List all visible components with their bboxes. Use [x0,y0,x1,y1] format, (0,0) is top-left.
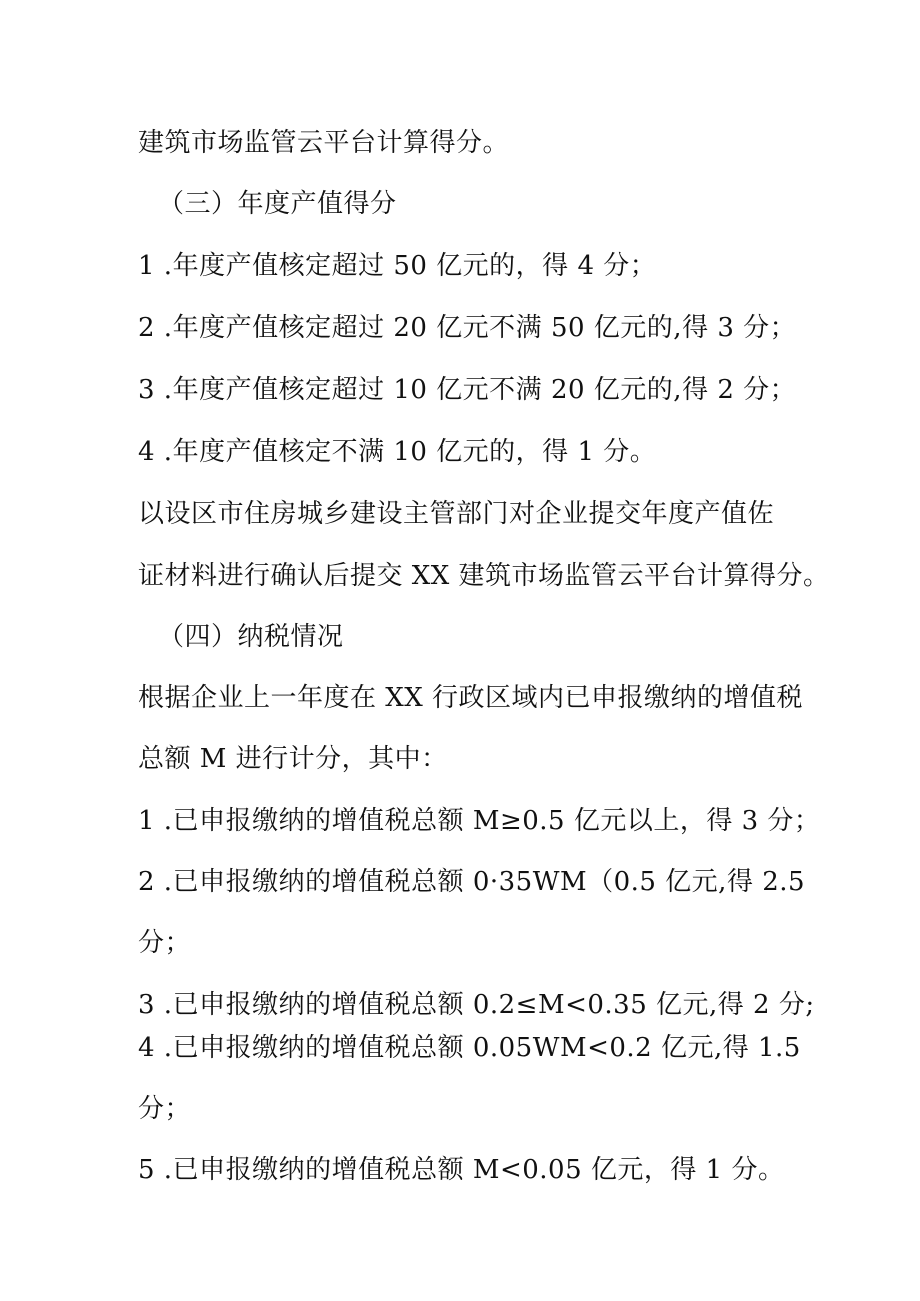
list-item: 4 .已申报缴纳的增值税总额 0.05WM<0.2 亿元,得 1.5 [138,1033,801,1063]
paragraph-line: 建筑市场监管云平台计算得分。 [138,128,510,158]
list-item: 3 .已申报缴纳的增值税总额 0.2≤M<0.35 亿元,得 2 分; [138,990,815,1020]
list-item: 1 .已申报缴纳的增值税总额 M≥0.5 亿元以上，得 3 分； [138,806,821,836]
list-item-continuation: 分； [138,928,192,958]
paragraph-line: 证材料进行确认后提交 XX 建筑市场监管云平台计算得分。 [138,561,830,591]
paragraph-line: 以设区市住房城乡建设主管部门对企业提交年度产值佐 [138,499,775,529]
list-item: 5 .已申报缴纳的增值税总额 M<0.05 亿元，得 1 分。 [138,1155,785,1185]
paragraph-line: 总额 M 进行计分，其中： [138,744,448,774]
list-item: 2 .已申报缴纳的增值税总额 0·35WM（0.5 亿元,得 2.5 [138,867,806,897]
list-item-continuation: 分； [138,1094,192,1124]
paragraph-line: 根据企业上一年度在 XX 行政区域内已申报缴纳的增值税 [138,683,804,713]
list-item: 3 .年度产值核定超过 10 亿元不满 20 亿元的,得 2 分； [138,375,797,405]
list-item: 2 .年度产值核定超过 20 亿元不满 50 亿元的,得 3 分； [138,313,797,343]
section-heading: （四）纳税情况 [158,622,344,652]
list-item: 1 .年度产值核定超过 50 亿元的，得 4 分； [138,251,657,281]
list-item: 4 .年度产值核定不满 10 亿元的，得 1 分。 [138,437,657,467]
section-heading: （三）年度产值得分 [158,189,397,219]
